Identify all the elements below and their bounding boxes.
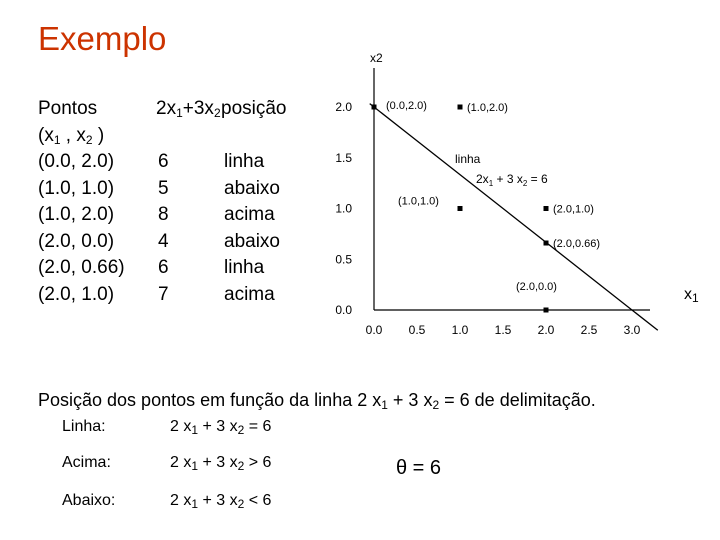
point-label: (1.0,2.0)	[467, 102, 508, 114]
row-position: acima	[224, 204, 275, 225]
x-tick-label: 3.0	[623, 323, 641, 337]
header-posicao: posição	[221, 98, 287, 119]
slide-title: Exemplo	[38, 20, 167, 57]
y-tick-label: 1.0	[335, 201, 352, 216]
line-label: linha	[455, 152, 481, 166]
x-tick-label: 0.0	[365, 323, 383, 337]
row-point: (2.0, 1.0)	[38, 283, 115, 305]
point-label: (2.0,0.0)	[516, 281, 557, 293]
condition-linha-label: Linha:	[62, 418, 106, 435]
x-tick-label: 2.0	[537, 323, 555, 337]
x-axis-label: $x_1$	[684, 286, 699, 305]
point-label: (2.0,1.0)	[553, 203, 594, 216]
row-position: acima	[224, 283, 275, 305]
header-pontos: Pontos	[38, 98, 98, 119]
data-point	[372, 105, 377, 110]
row-point: (1.0, 2.0)	[38, 204, 115, 225]
point-label: (1.0,1.0)	[398, 195, 439, 208]
row-value: 8	[158, 204, 169, 225]
row-value: 6	[158, 257, 169, 278]
x-tick-label: 1.0	[451, 323, 469, 337]
header-coords: ($x_1$ , $x_2$ )	[38, 124, 105, 147]
row-point: (1.0, 1.0)	[38, 177, 115, 199]
point-label: (2.0,0.66)	[553, 238, 601, 251]
row-value: 7	[158, 283, 169, 305]
y-tick-label: 0.0	[335, 303, 352, 317]
row-position: abaixo	[224, 230, 280, 252]
y-tick-label: 0.5	[335, 252, 352, 267]
row-position: linha	[224, 257, 265, 278]
line-equation: $2x_1 + 3$ $x_2 = 6$	[476, 172, 548, 188]
y-axis-label: x2	[370, 51, 383, 65]
x-tick-label: 2.5	[580, 323, 598, 337]
theta-value: θ = 6	[396, 457, 442, 479]
boundary-chart	[330, 40, 680, 360]
row-point: (2.0, 0.0)	[38, 230, 115, 252]
row-value: 4	[158, 230, 169, 252]
row-position: abaixo	[224, 177, 280, 199]
data-point	[544, 308, 549, 313]
boundary-line	[370, 104, 658, 331]
data-point	[458, 206, 463, 211]
condition-abaixo-label: Abaixo:	[62, 492, 116, 509]
caption: Posição dos pontos em função da linha 2 $x_1 + 3$ $x_2 = 6$ de delimitação.	[38, 390, 596, 412]
condition-linha-eq: 2 $x_1 + 3$ $x_2 = 6$	[170, 418, 272, 437]
header-expression: $2x_1+3x_2$	[156, 98, 221, 120]
data-point	[544, 206, 549, 211]
row-position: linha	[224, 151, 265, 172]
x-tick-labels	[366, 323, 641, 337]
x-tick-label: 0.5	[408, 323, 426, 337]
data-point	[458, 105, 463, 110]
row-point: (0.0, 2.0)	[38, 151, 115, 172]
y-tick-label: 1.5	[335, 150, 352, 165]
y-tick-label: 2.0	[335, 100, 352, 114]
condition-acima-label: Acima:	[62, 454, 111, 471]
row-value: 6	[158, 151, 169, 172]
condition-acima-eq: 2 $x_1 + 3$ $x_2 > 6$	[170, 454, 272, 473]
row-value: 5	[158, 177, 169, 199]
data-point	[544, 241, 549, 246]
condition-abaixo-eq: 2 $x_1 + 3$ $x_2 < 6$	[170, 492, 272, 511]
x-tick-label: 1.5	[494, 323, 512, 337]
row-point: (2.0, 0.66)	[38, 257, 125, 278]
y-tick-labels	[335, 100, 352, 317]
point-label: (0.0,2.0)	[386, 100, 427, 112]
